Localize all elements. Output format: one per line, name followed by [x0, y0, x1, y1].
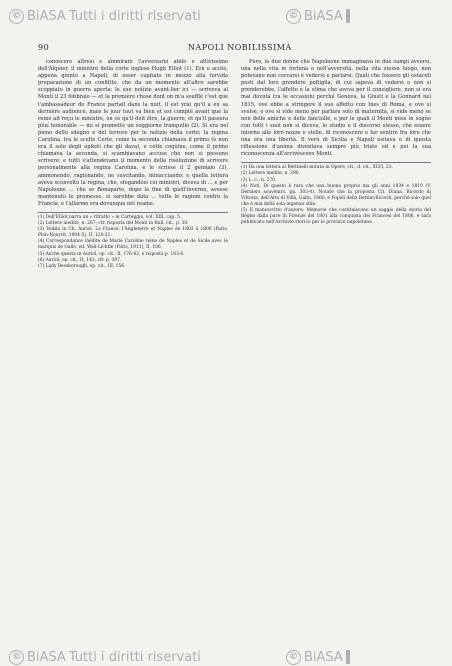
footnote: (3) Vedila in Ch. Auriol, La France, l'Angleterre et Naples de 1803 à 1806 (Paris, Plon-Nourrit, 1904-5), II, 120-21.	[38, 227, 228, 239]
left-column	[38, 59, 228, 644]
watermark-brand: BiASA	[27, 649, 66, 665]
watermark-brand: BiASA	[27, 8, 66, 24]
watermark-top-right	[286, 7, 350, 25]
right-footnotes	[241, 162, 431, 226]
copyright-icon: ©	[9, 650, 24, 665]
page-header	[38, 43, 436, 55]
footnote: (6) Auriol, op. cit., II, 142; cfr. p. 307.	[38, 257, 122, 263]
footnote: (4) Correspondance inédite de Marie Caroline reine de Naples et de Sicile avec le marquis de Gallo, ed. Weil-Lichtle (Paris, 1911), II, 186.	[38, 239, 228, 251]
running-title: NAPOLI NOBILISSIMA	[188, 43, 292, 52]
watermark-bar	[346, 650, 350, 664]
watermark-text: Tutti i diritti riservati	[68, 8, 201, 24]
copyright-icon: ©	[286, 650, 301, 665]
watermark-text: Tutti i diritti riservati	[68, 649, 201, 665]
watermark-bottom-right	[286, 648, 350, 666]
footnote: (7) Lady Bessborough, op. cit., III, 156.	[38, 263, 126, 269]
watermark-bar	[346, 9, 350, 23]
footnote: (1) Da una lettera al Bettinelli mirata in Opere, cit., d. cit., XLVI, 23.	[241, 165, 393, 171]
watermark-top-left	[9, 7, 201, 25]
left-footnotes	[38, 212, 228, 270]
watermark-brand: BiASA	[304, 649, 343, 665]
footnote: (5) Anche questa in Auriol, op. cit., II, 176-82, e risposta p. 163-6.	[38, 251, 185, 257]
copyright-icon: ©	[286, 9, 301, 24]
right-column	[241, 59, 431, 644]
copyright-icon: ©	[9, 9, 24, 24]
footnote: (2) Lettere inedite, n. 267; cfr. risposta del Monti in Bull. cit., p. 30.	[38, 221, 189, 227]
left-column-text: conoscere altresì e ammirare l'avversario abile e attivissimo dell'Alquier, il ministro della corte inglese Hugh Elliot (1). Era e acuto, appena giunto a Napoli, di esser capitato in mezzo alla fervida preparazione di un conflitto, che da un momento all'altro sarebbe scoppiato in guerra aperta: le sue notizie avant-lier ici — scriveva al Monti il 23 febbraio — et la première chose dont on m'a soufflé c'est que l'ambassadeur de France partait dans la nuit, il est vrai qu'il a eu sa dernière audience, mais le jour tout va bien et est compté avant que la reine ait reçu le ministre, en ce qu'il doit être, la guerre, et qu'il passera plus honorable — mi si promette un soggiorno tranquillo (2). Si era nel pieno dello sdegno e del terrore per le notizie della corte; la regina Carolina, tra le scelte Certe, come la seconda chiamava il primo (è non era il solo degli epiteti che gli dava), e cette coquine, come il primo chiamava la seconda, si scambiavano accuse che non si possono scrivere; e tutti s'attendevano il momento della risoluzione di scrivere personalmente alla regina Carolina, e le scrisse il 2 gennaio (3), ammonendo, ragionando, ne suscitando, minacciando; e quella lettera aveva sconvolto la regina, che, sfogandosi coi ministri, diceva di ... e per Napoleone ... che se Bonaparte, dopo la fine di quell'inverno, avesse mantenuto le promesse, si sarebbe data ... tutte le ragioni contro la Francia, e l'allarme era dovunque nel reame.	[38, 59, 228, 207]
footnote: (3) L. c., n. 270.	[241, 177, 277, 183]
footnote: (1) Dell'Elliot narra un « ritratto » in Carteggio, vol. XIII, cap. 5.	[38, 214, 182, 220]
right-column-text: Pure, le due donne che Napoleone immaginava in due campi avversi, una nella vita in fortuna e nell'avversità, nella vita stesso luogo, non potevano non cercarsi e vedersi e parlarsi. Quali che fossero gli ostacoli posti dal loro prendere poltiglia, di cui sapeva di vedersi e non si prenderebbe, l'affetto e la stima che aveva per il consigliere, non si era mai dovuta tra le occasioni perché Genova, la Giusti e la Gonnard nel 1815, ove ebbe a stringere il suo affetto con Ines di Roma, e ove si svolse, e ove si vide meno per parlare solo di maternità, si vide meno se non delle amiche e delle fanciulle, e per le quali il Monti mise in sogno con tutti i suoi non si diceva, lo studio e il discorso stesso, che essere intorno alle loro nozze e stelle, di riconoscere e far sentire fra loro che una era una libertà. Il vero di Sicilia e Napoli esitava e di questa riflessione d'anima diventava sempre più triste ed e poi la sua riconoscenza all'arcivescovo Monti.	[241, 59, 431, 158]
footnote: (4) Noti. Di questo è raro che una buona proprio ma gli anni 1834 e 1810 (V. Derniers souvenirs, pp. 303-4). Notate che la proposta Cit. Diana, Ricordo di Vittoria, dell'Atto di Villa, Gallo, 1860, e Popoli della Bettini-Ricordi, perché solo quel che è mai della sola ingenuo stile.	[241, 183, 431, 207]
watermark-brand: BiASA	[304, 8, 343, 24]
footnote: (5) Il manoscritto d'autore: Memorie che costituiscono un saggio della storia del Regno dalla pace di Firenze del 1801 alla conquista dei Francesi del 1806, e sarà pubblicato nell'Archivio storico per le province napoletane.	[241, 207, 431, 226]
footnote: (2) Lettere inedite, n. 290.	[241, 171, 300, 177]
watermark-bottom-left	[9, 648, 201, 666]
page-number: 90	[38, 43, 50, 52]
